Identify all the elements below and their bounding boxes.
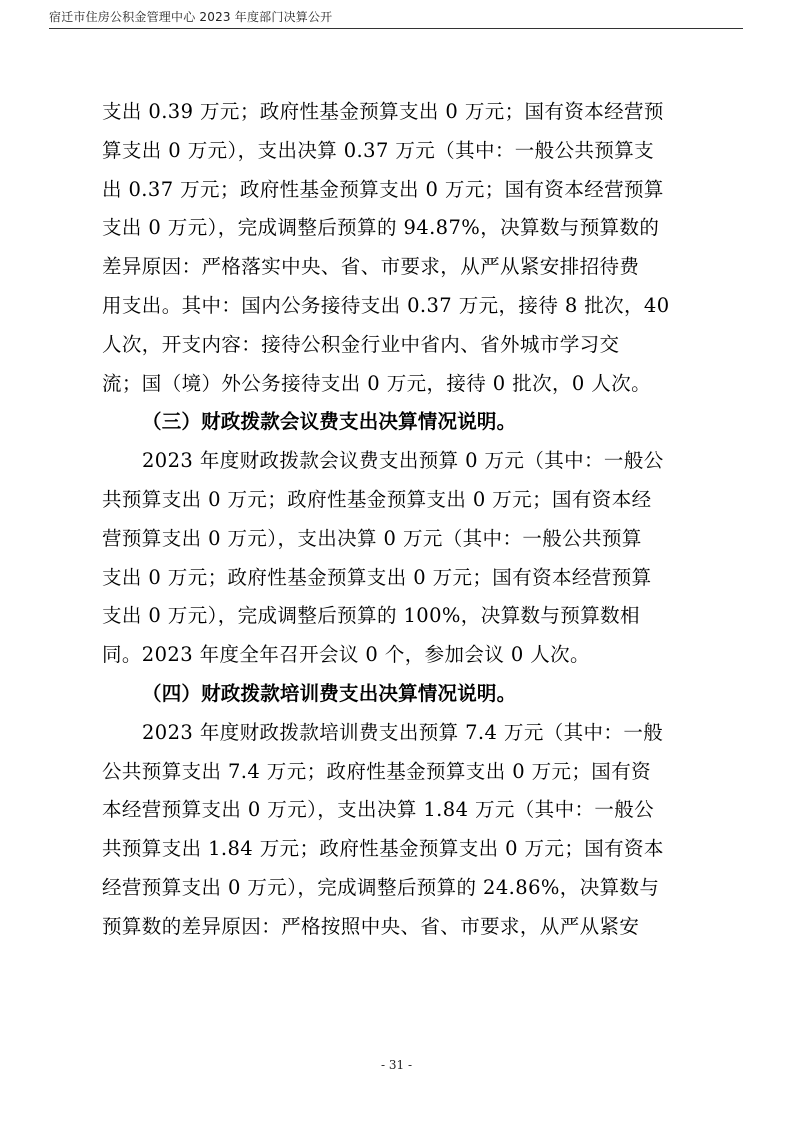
paragraph-line: 营预算支出 0 万元），支出决算 0 万元（其中：一般公共预算 [102, 526, 642, 550]
paragraph-line: 经营预算支出 0 万元），完成调整后预算的 24.86%，决算数与 [102, 875, 660, 899]
paragraph-line: 公共预算支出 7.4 万元；政府性基金预算支出 0 万元；国有资 [102, 759, 652, 783]
paragraph-line: 差异原因：严格落实中央、省、市要求，从严从紧安排招待费 [102, 255, 640, 279]
paragraph-line: 同。2023 年度全年召开会议 0 个，参加会议 0 人次。 [102, 643, 590, 667]
header-divider [49, 28, 743, 29]
page-header-title: 宿迁市住房公积金管理中心 2023 年度部门决算公开 [49, 10, 333, 24]
paragraph-line: 2023 年度财政拨款会议费支出预算 0 万元（其中：一般公 [142, 449, 664, 473]
paragraph-line: 算支出 0 万元），支出决算 0.37 万元（其中：一般公共预算支 [102, 138, 655, 162]
paragraph-line: 用支出。其中：国内公务接待支出 0.37 万元，接待 8 批次，40 [102, 293, 670, 317]
paragraph-line: 预算数的差异原因：严格按照中央、省、市要求，从严从紧安 [102, 914, 640, 938]
paragraph-line: 支出 0 万元），完成调整后预算的 94.87%，决算数与预算数的 [102, 216, 660, 240]
paragraph-line: 出 0.37 万元；政府性基金预算支出 0 万元；国有资本经营预算 [102, 177, 664, 201]
section-heading-training-expense: （四）财政拨款培训费支出决算情况说明。 [142, 681, 517, 705]
paragraph-line: 支出 0 万元），完成调整后预算的 100%，决算数与预算数相 [102, 604, 640, 628]
paragraph-line: 人次，开支内容：接待公积金行业中省内、省外城市学习交 [102, 332, 620, 356]
paragraph-line: 支出 0.39 万元；政府性基金预算支出 0 万元；国有资本经营预 [102, 100, 664, 123]
paragraph-line: 2023 年度财政拨款培训费支出预算 7.4 万元（其中：一般 [142, 720, 664, 744]
paragraph-line: 共预算支出 1.84 万元；政府性基金预算支出 0 万元；国有资本 [102, 837, 664, 861]
paragraph-line: 支出 0 万元；政府性基金预算支出 0 万元；国有资本经营预算 [102, 565, 652, 589]
paragraph-line: 本经营预算支出 0 万元），支出决算 1.84 万元（其中：一般公 [102, 798, 655, 822]
paragraph-line: 共预算支出 0 万元；政府性基金预算支出 0 万元；国有资本经 [102, 487, 652, 511]
section-heading-meeting-expense: （三）财政拨款会议费支出决算情况说明。 [142, 410, 517, 434]
paragraph-line: 流；国（境）外公务接待支出 0 万元，接待 0 批次，0 人次。 [102, 371, 652, 395]
page-number: - 31 - [380, 1058, 412, 1072]
document-body [102, 93, 698, 947]
